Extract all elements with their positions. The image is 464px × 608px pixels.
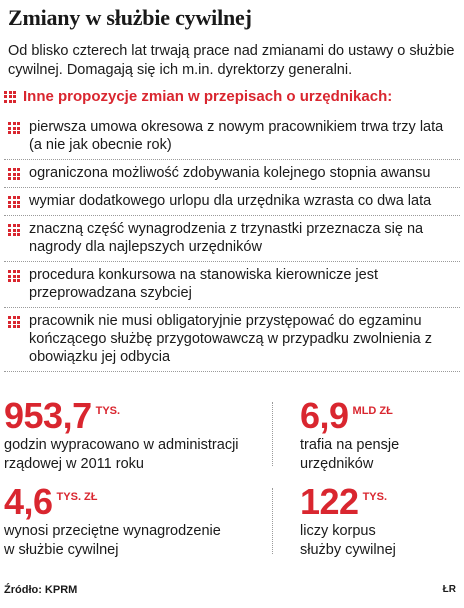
stat-average-salary (4, 481, 221, 560)
proposal-list (4, 114, 460, 372)
column-divider (272, 488, 273, 554)
list-item (4, 308, 460, 372)
stat-description (300, 522, 396, 560)
stat-description-line: urzędników (300, 456, 374, 472)
stat-unit: TYS. ZŁ (56, 491, 98, 503)
stat-description-line: wynosi przeciętne wynagrodzenie (4, 523, 221, 539)
list-item-text: pierwsza umowa okresowa z nowym pracownikiem trwa trzy lata (a nie jak obecnie rok) (29, 119, 444, 153)
stat-unit: TYS. (95, 405, 121, 417)
stat-value: 953,7 (4, 395, 92, 436)
list-item (4, 188, 460, 216)
stat-description-line: w służbie cywilnej (4, 542, 119, 558)
stat-salaries-total (300, 395, 400, 474)
stat-description-line: trafia na pensje (300, 437, 400, 453)
section-title: Inne propozycje zmian w przepisach o urzędnikach: (23, 88, 393, 105)
list-item-text: procedura konkursowa na stanowiska kierownicze jest przeprowadzana szybciej (29, 267, 378, 301)
stat-unit: TYS. (362, 491, 388, 503)
stat-description-line: liczy korpus (300, 523, 376, 539)
red-dot-grid-icon (8, 224, 20, 236)
column-divider (272, 402, 273, 466)
list-item (4, 114, 460, 160)
red-dot-grid-icon (8, 122, 20, 134)
red-dot-grid-icon (8, 270, 20, 282)
red-dot-grid-icon (8, 168, 20, 180)
list-item (4, 262, 460, 308)
stat-description-line: rządowej w 2011 roku (4, 456, 144, 472)
stat-description-line: godzin wypracowano w administracji (4, 437, 239, 453)
list-item-text: znaczną część wynagrodzenia z trzynastki przeznacza się na nagrody dla najlepszych urzędników (29, 221, 424, 255)
stat-corps-size (300, 481, 396, 560)
stat-unit: MLD ZŁ (352, 405, 393, 417)
list-item (4, 160, 460, 188)
stat-hours (4, 395, 239, 474)
list-item-text: ograniczona możliwość zdobywania kolejnego stopnia awansu (29, 165, 431, 181)
list-item-text: pracownik nie musi obligatoryjnie przystępować do egzaminu kończącego służbę przygotowawczą w przypadku zwolnienia z obowiązku jej odbycia (29, 313, 432, 365)
red-dot-grid-icon (8, 316, 20, 328)
red-dot-grid-icon (8, 196, 20, 208)
stat-description-line: służby cywilnej (300, 542, 396, 558)
stat-description (300, 436, 399, 474)
stat-value: 4,6 (4, 481, 53, 522)
stat-description (4, 522, 221, 560)
section-header (4, 88, 460, 105)
author-credit: ŁR (442, 584, 456, 595)
page-title: Zmiany w służbie cywilnej (8, 5, 252, 30)
source-note: Źródło: KPRM (4, 584, 78, 596)
stat-description (4, 436, 239, 474)
stats-panel (0, 396, 464, 566)
lead-paragraph: Od blisko czterech lat trwają prace nad zmianami do ustawy o służbie cywilnej. Domagają się ich m.in. dyrektorzy generalni. (8, 43, 455, 78)
stat-value: 122 (300, 481, 359, 522)
list-item-text: wymiar dodatkowego urlopu dla urzędnika wzrasta co dwa lata (29, 193, 432, 209)
stat-value: 6,9 (300, 395, 349, 436)
red-dot-grid-icon (4, 91, 16, 103)
list-item (4, 216, 460, 262)
